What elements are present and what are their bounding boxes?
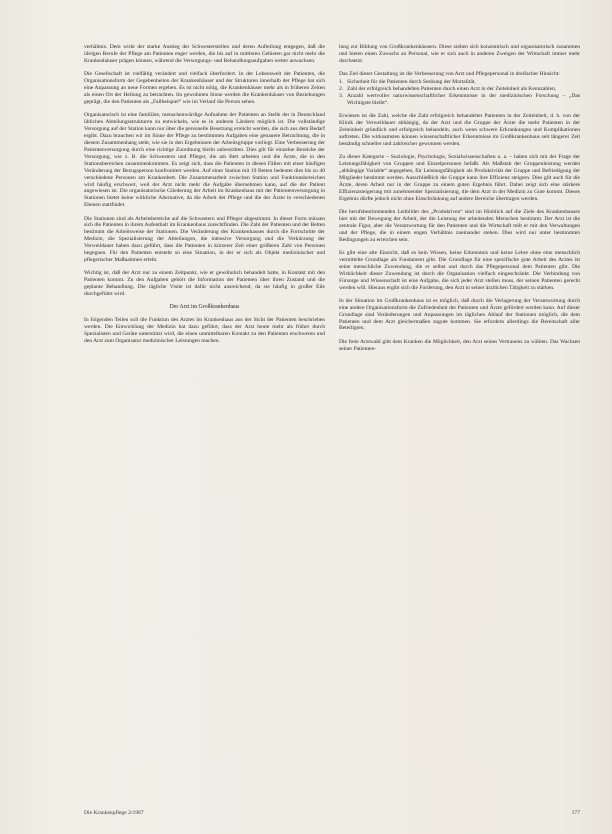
list-item: 1. Sicherheit für die Patienten durch Senkung der Mortalität, <box>339 79 476 85</box>
paragraph: Organisatorisch ist eine familiäre, menschenwürdige Aufnahme der Patienten an Stelle der in Deutschland üblichen Abteilungsstrukturen zu entwickeln, wie es in anderen Ländern möglich ist. Die vollständige Versorgung auf der Station kann nur über die personelle Besetzung erreicht werden, die sich aus dem Bedarf ergibt. Dazu brauchen wir im Sinne der Pflege zu bestimmten Aufgaben eine genauere Betrachtung, die in diesem Zusammenhang steht, wie sie in den Ergebnissen der Arbeitsgruppe vorliegt. Eine Verbesserung der Patientenversorgung durch eine richtige Zuordnung bleibt unbestritten. Dies gilt für einzelne Bereiche der Versorgung, wie z. B. die Schwestern und Pfleger, die am Bett arbeiten und die Ärzte, die in den Stationsbereichen zusammenkommen. Es zeigt sich, dass die Patienten in diesen Fällen mit einer häufigen Veränderung der Bezugsperson konfrontiert werden. Auf einer Station mit 19 Betten bedeutet dies bis zu 40 verschiedene Personen am Krankenbett. Die Zusammenarbeit zwischen Station und Funktionsbereichen wird häufig erschwert, weil der Arzt nicht mehr die Aufgabe übernehmen kann, auf die der Patient angewiesen ist. Die organisatorische Gliederung der Arbeit im Krankenhaus mit der Patientenversorgung in Stationen bietet keine wirkliche Alternative, da die Arbeit der Pflege und die der Ärzte in verschiedenen Ebenen stattfindet. <box>84 112 325 209</box>
right-column <box>339 44 580 359</box>
left-column <box>84 44 325 351</box>
list-item: 2. Zahl der erfolgreich behandelten Patienten durch einen Arzt in der Zeiteinheit als Kennzahlen, <box>339 85 557 92</box>
paragraph: Es gibt eine alte Einsicht, daß es kein Wissen, keine Erkenntnis und keine Lehre ohne eine menschlich vermittelte Grundlage als Fundament gibt. Die Grundlage für eine spezifische gute Arbeit des Arztes ist seine menschliche Zuwendung, die er selbst und durch das Pflegepersonal dem Patienten gibt. Die Wirklichkeit dieser Zuwendung ist durch die Organisation vielfach eingeschränkt. Die Verbindung von Fürsorge und Wissenschaft ist eine Aufgabe, die sich jeder Arzt stellen muss, der seinen Patienten gerecht werden will. Hieraus ergibt sich die Forderung, den Arzt in seiner ärztlichen Tätigkeit zu stärken. <box>339 249 580 291</box>
journal-citation: Die Krankenpflege 2/1987 <box>84 810 144 816</box>
paragraph: Die freie Arztwahl gibt dem Kranken die Möglichkeit, den Arzt seines Vertrauens zu wählen. Das Wachsen seiner Patienten- <box>339 338 580 352</box>
numbered-list <box>339 79 580 107</box>
paragraph: In folgenden Teilen soll die Funktion des Arztes im Krankenhaus aus der Sicht der Patienten beschrieben werden. Die Entwicklung der Medizin hat dazu geführt, dass der Arzt heute mehr als früher durch Spezialisten und Geräte unterstützt wird, die einen unmittelbaren Kontakt zu den Patienten erschweren und den Arzt zum Organisator medizinischer Leistungen machen. <box>84 317 325 345</box>
paragraph: Zu dieser Kategorie – Soziologie, Psychologie, Sozialwissenschaften u. a. – haben sich mit der Frage der Leistungsfähigkeit von Gruppen und Einzelpersonen befaßt. Als Maßstab der Gruppenleistung werden „abhängige Variable“ angegeben, für Leistungsfähigkeit als Produktivität der Gruppe und Befriedigung der Mitglieder bestimmt werden. Ausschließlich die Gruppe kann ihre Effizienz steigern. Dies gilt auch für die Ärzte, deren Arbeit nur in der Gruppe zu einem guten Ergebnis führt. Dabei zeigt sich eine stärkere Effizienzsteigerung mit zunehmender Spezialisierung, die dem Arzt in der Medizin zu Gute kommt. Dieses Ergebnis dürfte jedoch nicht ohne Einschränkung auf andere Bereiche übertragen werden. <box>339 153 580 202</box>
paragraph: Wichtig ist, daß der Arzt nur zu einem Zeitpunkt, wie er gewöhnlich behandelt hatte, in Kontakt mit den Patienten kommt. Zu den Aufgaben gehört die Information der Patienten über ihren Zustand und die geplante Behandlung. Die tägliche Visite ist dafür nicht ausreichend, da sie häufig in großer Eile durchgeführt wird. <box>84 270 325 298</box>
paragraph: verhältnis. Dem wirkt der starke Anstieg der Schwesterstellen und deren Aufteilung entgegen, daß die übrigen Berufe der Pflege am Patienten enger werden, die bis auf in mittleren Gebieten gar nicht mehr die Krankenhäuser prägen können, während die Versorgungs- und Behandlungsaufgaben weiter anwachsen. <box>84 44 325 64</box>
paragraph: Die Stationen sind als Arbeitsbereiche auf die Schwestern und Pfleger abgestimmt. In dieser Form müssen sich die Patienten in ihrem Aufenthalt im Krankenhaus zurechtfinden. Die Zahl der Patienten und der Betten bestimmt die Arbeitsweise der Stationen. Die Veränderung des Krankenhauses durch die Fortschritte der Medizin, die Spezialisierung der Abteilungen, die intensive Versorgung und die Verkürzung der Verweildauer haben dazu geführt, dass die Patienten in kürzerer Zeit einer größeren Zahl von Personen begegnen. Für den Patienten entsteht so eine Situation, in der er sich als Objekt medizinischer und pflegerischer Maßnahmen erlebt. <box>84 215 325 264</box>
paragraph: In der Situation im Großkrankenhaus ist es möglich, daß durch die Verlagerung der Verantwortung durch eine andere Organisationsform die Zufriedenheit der Patienten und Ärzte gefördert werden kann. Auf dieser Grundlage sind Veränderungen und Anpassungen im täglichen Ablauf der Stationen möglich, die dem Patienten und dem Arzt gleichermaßen zugute kommen. Sie erfordern allerdings die Bereitschaft aller Beteiligten. <box>339 297 580 332</box>
list-intro: Das Ziel dieser Gestaltung ist die Verbesserung von Arzt und Pflegepersonal in dreifacher Hinsicht: <box>339 71 560 78</box>
page-footer <box>84 810 580 816</box>
paragraph: Erwiesen ist die Zahl, welche die Zahl erfolgreich behandelter Patienten in der Zeiteinheit, d. h. von der Klinik der Verweildauer abhängig, da der Arzt und die Gruppe der Ärzte die mehr Patienten in der Zeiteinheit gründlich und erfolgreich behandeln, auch wenn schwere Erkrankungen und Komplikationen auftreten. Die wirksamsten können wissenschaftlicher Erkenntnisse im Großkrankenhaus seit längerer Zeit beständig schneller und zahlreicher gewonnen werden. <box>339 113 580 147</box>
paragraph: lung zur Bildung von Großkrankenhäusern. Diese ziehen sich konzentrisch und organisatorisch zusammen und bieten einen Zuwachs an Personal, wie er sich auch in anderen Zweigen der Wirtschaft immer mehr durchsetzt. <box>339 44 580 64</box>
page-number: 177 <box>571 810 580 816</box>
paragraph: Die Gesellschaft ist vielfältig verändert und vielfach überfordert. In der Lebenswelt der Patienten, die Organisationsform der Gegebenheiten der Krankenhäuser und der Strukturen innerhalb der Pflege hat sich eine Anpassung an neue Formen ergeben. Es ist nicht nötig, die Krankenhäuser mehr als in früheren Zeiten als einen Ort der Heilung zu betrachten. Im gewohnten Sinne werden die Krankenhäuser von Beziehungen geprägt, die den Patienten als „Fallbeispiel“ wie im Verlauf die Person sehen. <box>84 71 325 105</box>
paragraph: Die berufsbestimmenden Leitbilder des „Produktiven“ sind im Hinblick auf die Ziele des Krankenhauses hier mit der Bewegung der Arbeit, der die Leistung der arbeitenden Menschen bestimmt. Der Arzt ist die zentrale Figur, aber die Verantwortung für den Patienten und die Wirtschaft teilt er mit den Verwaltungen und der Pflege, die in einem engen Verhältnis zueinander stehen. Dies wird nur unter bestimmten Bedingungen zu erreichen sein. <box>339 208 580 243</box>
section-heading: Der Arzt im Großkrankenhaus <box>169 304 240 311</box>
list-item: 3. Anzahl wertvoller naturwissenschaftlicher Erkenntnisse in der medizinischen Forschung – „Das Wichtigste bleibt“. <box>339 92 580 106</box>
